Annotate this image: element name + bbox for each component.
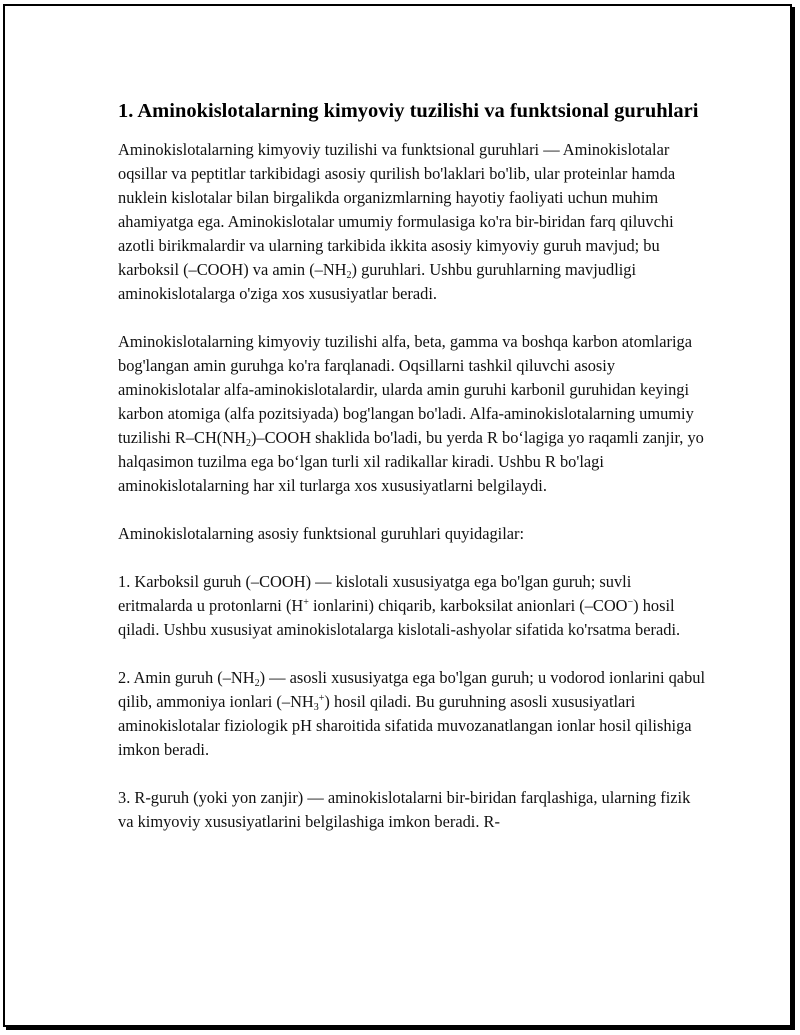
paragraph-intro <box>118 138 708 306</box>
paragraph-groups-intro: Aminokislotalarning asosiy funktsional guruhlari quyidagilar: <box>118 524 525 543</box>
subscript: 2 <box>346 270 352 281</box>
document-body <box>118 98 708 858</box>
paragraph-intro-text-a: Aminokislotalarning kimyoviy tuzilishi va funktsional guruhlari — Aminokislotalar oqsillar va peptitlar tarkibidagi asosiy qurilish bo'laklari bo'lib, ular proteinlar hamda nuklein kislotalar bilan birgalikda organizmlarning hayotiy faoliyati uchun muhim ahamiyatga ega. Aminokislotalar umumiy formulasiga ko'ra bir-biridan farq qiluvchi azotli birikmalardir va ularning tarkibida ikkita asosiy kimyoviy guruh mavjud; bu karboksil (–COOH) va amin (–NH <box>118 140 676 279</box>
document-page <box>3 4 792 1027</box>
subscript: 2 <box>254 678 260 689</box>
section-heading: 1. Aminokislotalarning kimyoviy tuzilishi va funktsional guruhlari <box>118 100 699 122</box>
paragraph-carboxyl <box>118 570 708 642</box>
subscript: 3 <box>313 702 319 713</box>
paragraph-structure <box>118 330 708 498</box>
superscript: − <box>627 597 634 608</box>
superscript: + <box>303 597 309 608</box>
superscript: + <box>318 693 325 704</box>
paragraph-r-group: 3. R-guruh (yoki yon zanjir) — aminokislotalarni bir-biridan farqlashiga, ularning fizik va kimyoviy xususiyatlarini belgilashiga imkon beradi. R- <box>118 788 691 831</box>
paragraph-amine <box>118 666 708 762</box>
paragraph-carboxyl-text-b: ionlarini) chiqarib, karboksilat anionlari (–COO <box>308 596 628 615</box>
paragraph-amine-text-b: ) — asosli xususiyatga ega bo'lgan guruh; u vodorod ionlarini qabul qilib, ammoniya ionlari (–NH <box>118 668 706 711</box>
paragraph-carboxyl-text-a: 1. Karboksil guruh (–COOH) — kislotali xususiyatga ega bo'lgan guruh; suvli eritmalarda u protonlarni (H <box>118 572 632 615</box>
paragraph-structure-text-a: Aminokislotalarning kimyoviy tuzilishi alfa, beta, gamma va boshqa karbon atomlariga bog'langan amin guruhga ko'ra farqlanadi. Oqsillarni tashkil qiluvchi asosiy aminokislotalar alfa-aminokislotalardir, ularda amin guruhi karbonil guruhidan keyingi karbon atomiga (alfa pozitsiyada) bog'langan bo'ladi. Alfa-aminokislotalarning umumiy tuzilishi R–CH(NH <box>118 332 694 447</box>
paragraph-amine-text-a: 2. Amin guruh (–NH <box>118 668 255 687</box>
paragraph-amine-text-c: ) hosil qiladi. Bu guruhning asosli xususiyatlari aminokislotalar fiziologik pH sharoitida sifatida muvozanatlangan ionlar hosil qilishiga imkon beradi. <box>118 692 692 759</box>
paragraph-intro-text-b: ) guruhlari. Ushbu guruhlarning mavjudligi aminokislotalarga o'ziga xos xususiyatlar beradi. <box>118 260 637 303</box>
paragraph-carboxyl-text-c: ) hosil qiladi. Ushbu xususiyat aminokislotalarga kislotali-ashyolar sifatida ko'rsatma beradi. <box>118 596 681 639</box>
paragraph-structure-text-b: )–COOH shaklida bo'ladi, bu yerda R bo‘lagiga yo raqamli zanjir, yo halqasimon tuzilma ega bo‘lgan turli xil radikallar kiradi. Ushbu R bo'lagi aminokislotalarning har xil turlarga xos xususiyatlarni belgilaydi. <box>118 428 704 495</box>
subscript: 2 <box>245 438 251 449</box>
